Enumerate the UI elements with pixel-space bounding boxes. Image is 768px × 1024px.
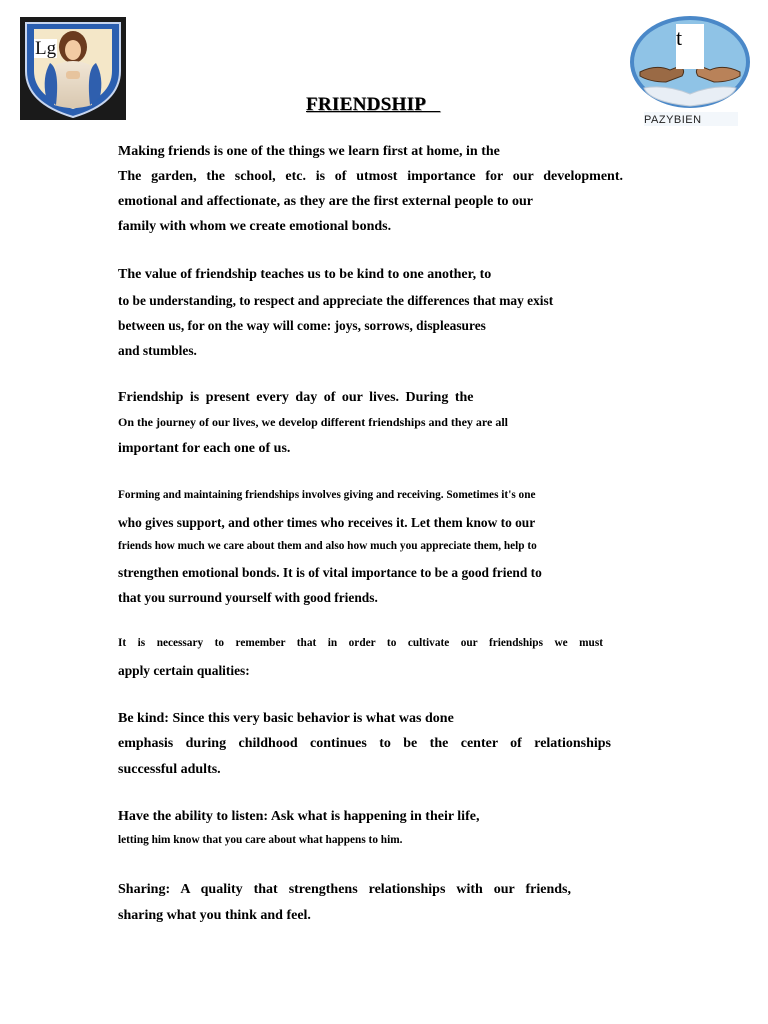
paragraph-line: Sharing: A quality that strengthens relationships with our friends, <box>118 882 571 897</box>
paragraph-line: Be kind: Since this very basic behavior is what was done <box>118 711 454 726</box>
school-crest-logo <box>20 17 126 120</box>
paragraph-line: Friendship is present every day of our lives. During the <box>118 390 474 405</box>
paragraph-line: Forming and maintaining friendships involves giving and receiving. Sometimes it's one <box>118 489 536 501</box>
page-title: FRIENDSHIP <box>306 94 441 115</box>
paragraph-line: The garden, the school, etc. is of utmost importance for our development. <box>118 169 623 184</box>
paragraph-line: It is necessary to remember that in order to cultivate our friendships we must <box>118 637 603 649</box>
paragraph-line: friends how much we care about them and also how much you appreciate them, help to <box>118 540 537 552</box>
paragraph-line: who gives support, and other times who receives it. Let them know to our <box>118 515 536 530</box>
crest-letters: Lg <box>35 38 57 59</box>
pazybien-logo <box>626 14 754 130</box>
paragraph-line: emphasis during childhood continues to be the center of relationships <box>118 736 611 751</box>
paragraph-line: family with whom we create emotional bonds. <box>118 219 392 234</box>
logo-letter: t <box>676 24 704 69</box>
paragraph-line: that you surround yourself with good friends. <box>118 590 378 605</box>
paragraph-line: Have the ability to listen: Ask what is happening in their life, <box>118 809 480 824</box>
paragraph-line: On the journey of our lives, we develop different friendships and they are all <box>118 415 508 429</box>
paragraph-line: emotional and affectionate, as they are the first external people to our <box>118 194 533 209</box>
paragraph-line: letting him know that you care about what happens to him. <box>118 834 403 846</box>
paragraph-line: important for each one of us. <box>118 441 291 456</box>
paragraph-line: and stumbles. <box>118 343 197 358</box>
paragraph-line: sharing what you think and feel. <box>118 908 311 923</box>
paragraph-line: The value of friendship teaches us to be kind to one another, to <box>118 267 492 282</box>
paragraph-line: apply certain qualities: <box>118 663 250 678</box>
shield-icon <box>20 17 126 120</box>
paragraph-line: strengthen emotional bonds. It is of vital importance to be a good friend to <box>118 565 542 580</box>
logo-caption: PAZYBIEN <box>644 114 702 126</box>
paragraph-line: between us, for on the way will come: joys, sorrows, displeasures <box>118 318 486 333</box>
paragraph-line: Making friends is one of the things we learn first at home, in the <box>118 144 500 159</box>
paragraph-line: to be understanding, to respect and appreciate the differences that may exist <box>118 293 554 308</box>
paragraph-line: successful adults. <box>118 762 221 777</box>
